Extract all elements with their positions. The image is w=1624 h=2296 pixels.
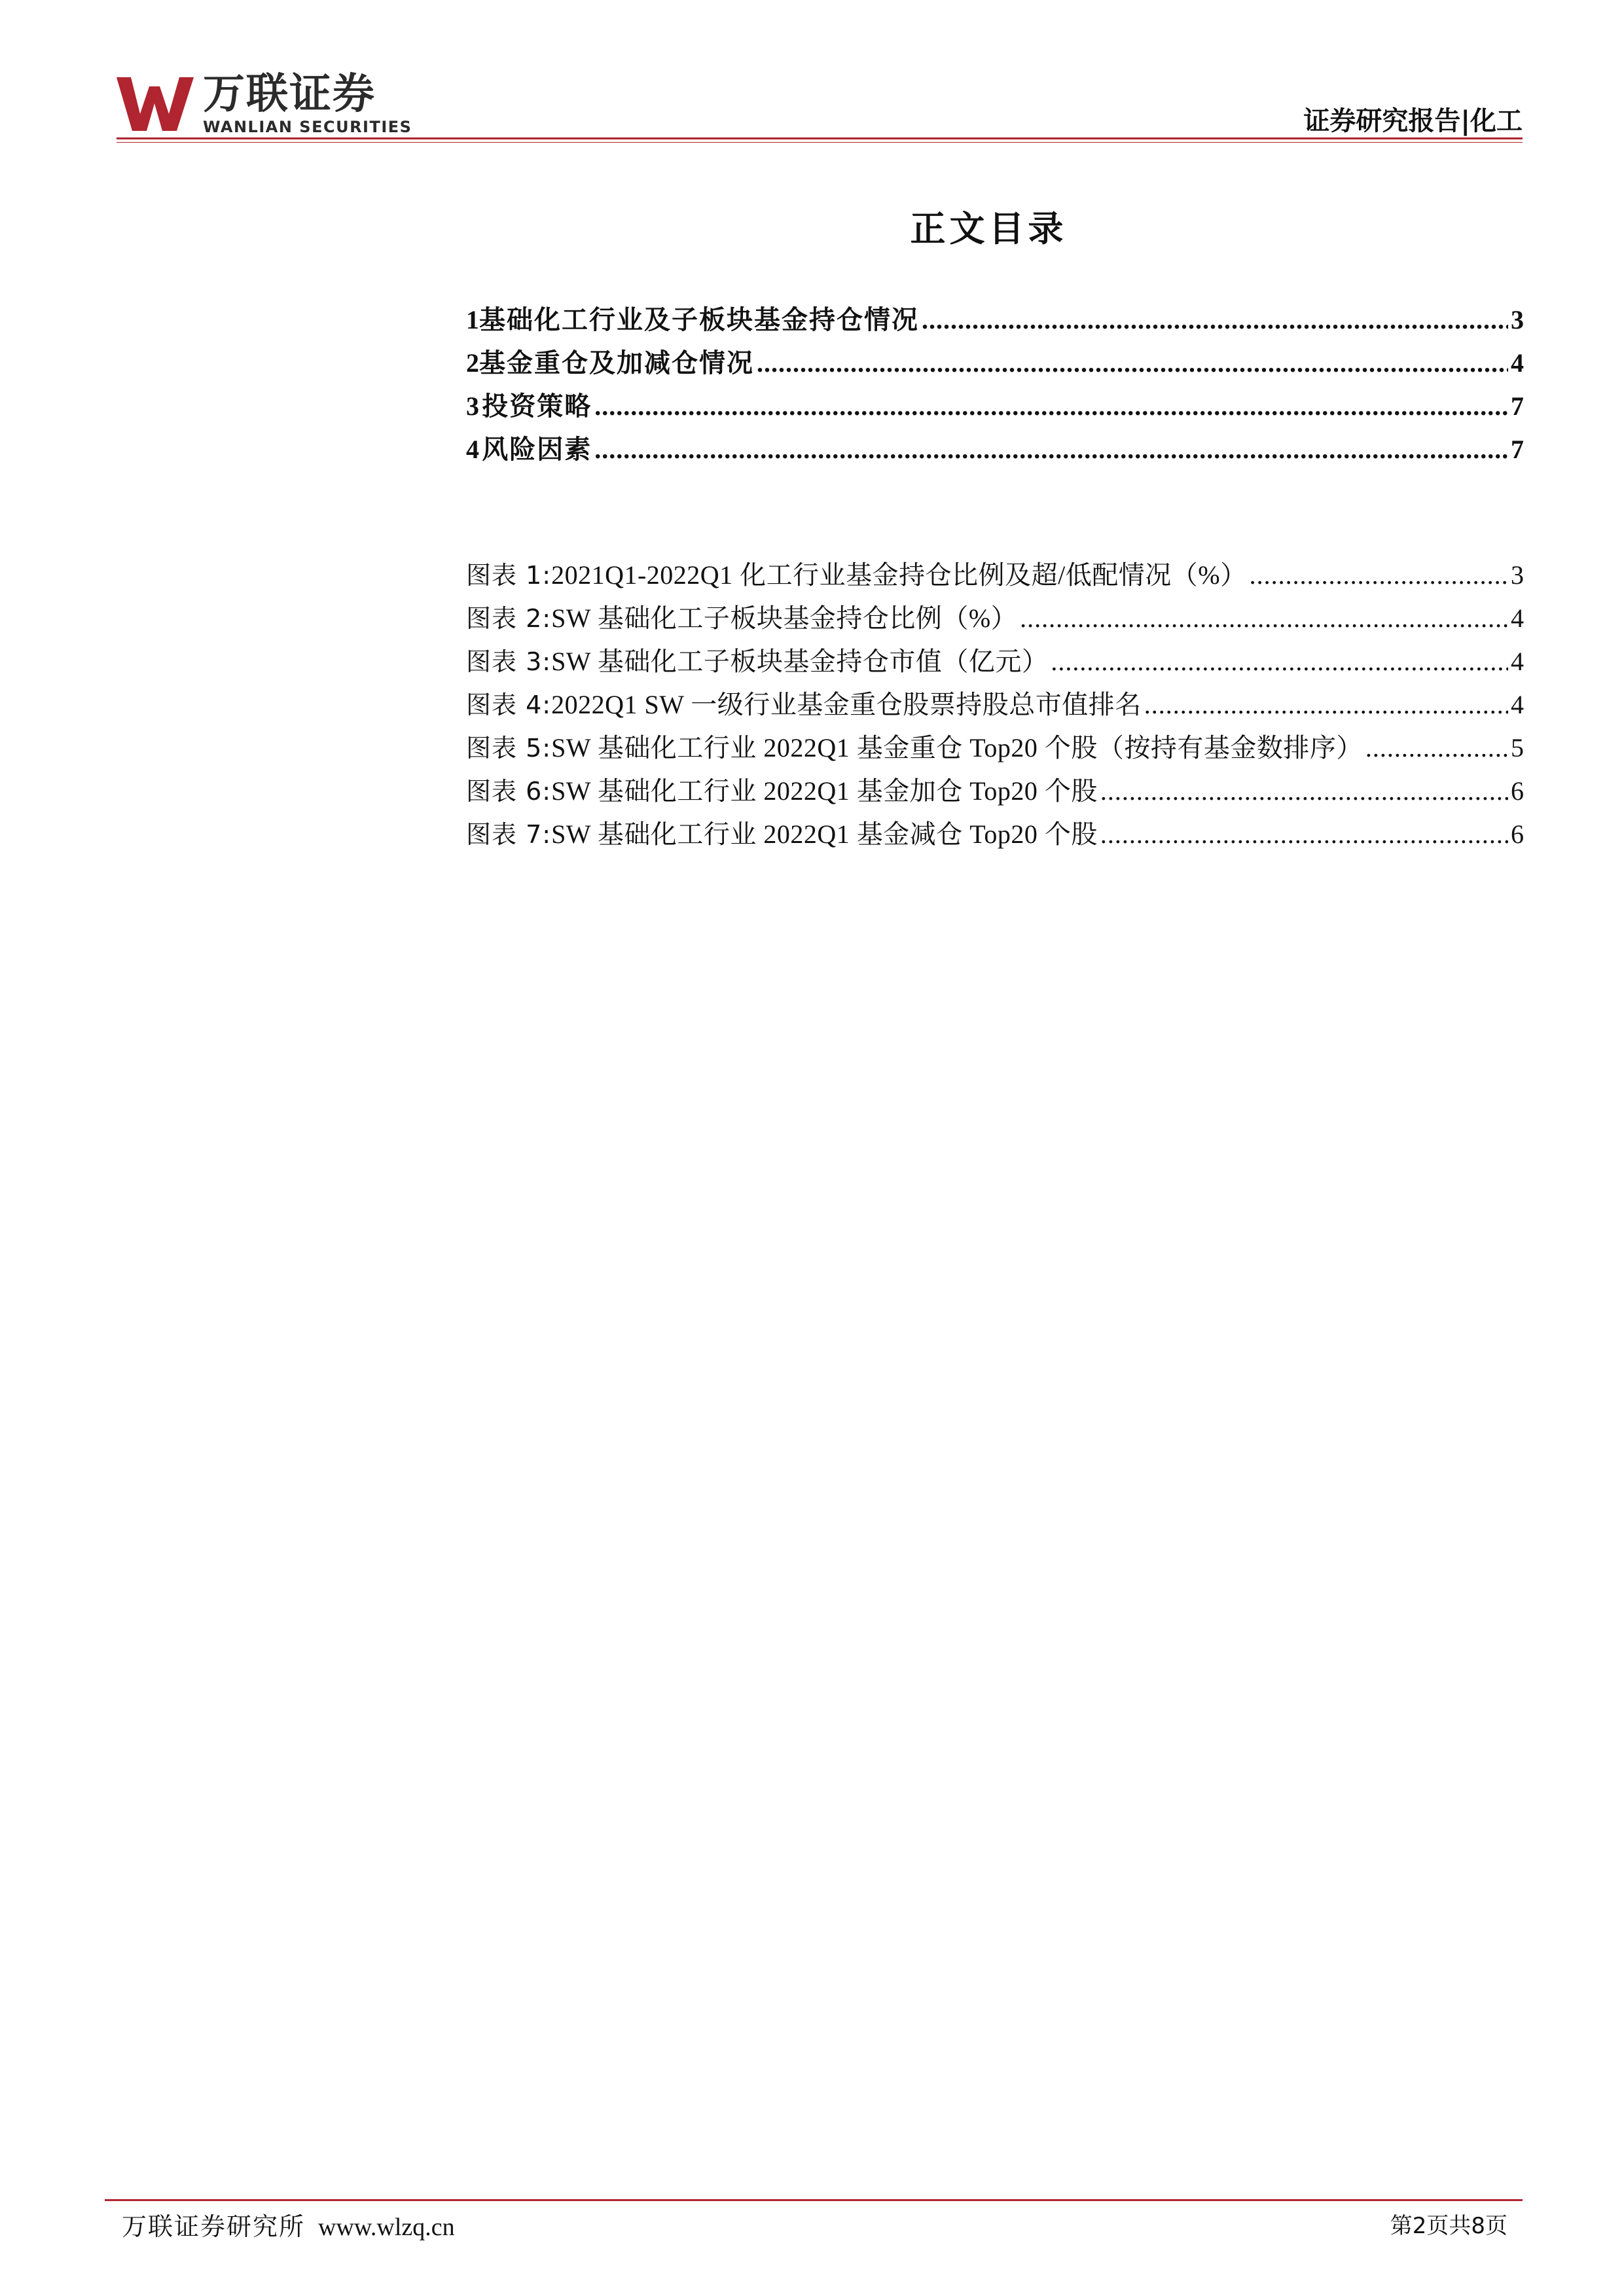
- dot-leader: [1365, 726, 1508, 770]
- footer-url-link[interactable]: www.wlzq.cn: [318, 2214, 455, 2241]
- toc-entry-number: 2: [466, 348, 479, 378]
- figure-entry[interactable]: [466, 726, 1524, 770]
- dot-leader: [1100, 770, 1508, 813]
- footer-divider: [105, 2199, 1523, 2201]
- toc-entry-page: 7: [1511, 435, 1524, 464]
- dot-leader: [1100, 813, 1508, 856]
- page-header: [117, 71, 1523, 143]
- figure-entry[interactable]: [466, 683, 1524, 726]
- figure-page: 4: [1511, 603, 1524, 633]
- figure-title: 2022Q1 SW 一级行业基金重仓股票持股总市值排名: [551, 690, 1142, 719]
- dot-leader: [594, 428, 1508, 471]
- toc-entry-number: 3: [466, 391, 479, 421]
- toc-entry-text: 基金重仓及加减仓情况: [479, 348, 754, 378]
- figure-label: 图表 5:: [466, 734, 552, 762]
- figure-label: 图表 6:: [466, 777, 552, 806]
- wanlian-w-logo-icon: [117, 76, 194, 131]
- toc-entry-page: 7: [1511, 391, 1524, 421]
- toc-entry[interactable]: [466, 428, 1524, 471]
- footer-org: [122, 2208, 455, 2246]
- figure-label: 图表 1:: [466, 561, 552, 590]
- page-number: 第2页共8页: [1390, 2213, 1507, 2239]
- figure-label: 图表 3:: [466, 647, 552, 676]
- figure-label: 图表 7:: [466, 820, 552, 849]
- figure-title: SW 基础化工子板块基金持仓市值（亿元）: [551, 647, 1049, 676]
- footer-org-name: 万联证券研究所: [122, 2212, 306, 2241]
- figure-page: 5: [1511, 733, 1524, 762]
- toc-entry-text: 投资策略: [482, 391, 592, 422]
- figure-list: [466, 554, 1524, 856]
- figure-entry[interactable]: [466, 554, 1524, 597]
- figure-page: 4: [1511, 647, 1524, 676]
- header-divider-thin: [117, 142, 1523, 143]
- toc-entry-page: 3: [1511, 305, 1524, 334]
- report-type-label: 证券研究报告|化工: [1303, 106, 1523, 136]
- toc-entry-text: 基础化工行业及子板块基金持仓情况: [479, 305, 919, 335]
- wanlian-logo: [117, 71, 431, 143]
- figure-entry[interactable]: [466, 597, 1524, 640]
- toc-entry-page: 4: [1511, 348, 1524, 378]
- figure-page: 3: [1511, 560, 1524, 590]
- figure-page: 4: [1511, 690, 1524, 719]
- header-divider: [117, 137, 1523, 139]
- figure-title: SW 基础化工子板块基金持仓比例（%）: [551, 603, 1018, 633]
- toc-entry-text: 风险因素: [482, 435, 592, 465]
- figure-page: 6: [1511, 819, 1524, 849]
- logo-english-name: WANLIAN SECURITIES: [203, 118, 412, 136]
- logo-chinese-name: 万联证券: [203, 70, 376, 118]
- dot-leader: [1020, 597, 1508, 640]
- figure-entry[interactable]: [466, 770, 1524, 813]
- figure-title: SW 基础化工行业 2022Q1 基金加仓 Top20 个股: [551, 776, 1098, 806]
- dot-leader: [1051, 640, 1508, 683]
- figure-title: SW 基础化工行业 2022Q1 基金减仓 Top20 个股: [551, 819, 1098, 849]
- dot-leader: [1250, 554, 1508, 597]
- table-of-contents: [466, 298, 1524, 471]
- figure-label: 图表 4:: [466, 691, 552, 719]
- toc-entry-number: 4: [466, 435, 479, 464]
- dot-leader: [1144, 683, 1508, 726]
- figure-title: 2021Q1-2022Q1 化工行业基金持仓比例及超/低配情况（%）: [551, 560, 1247, 590]
- dot-leader: [594, 385, 1508, 428]
- toc-entry-number: 1: [466, 305, 479, 334]
- dot-leader: [922, 298, 1508, 342]
- figure-entry[interactable]: [466, 640, 1524, 683]
- figure-title: SW 基础化工行业 2022Q1 基金重仓 Top20 个股（按持有基金数排序）: [551, 733, 1363, 762]
- toc-entry[interactable]: [466, 385, 1524, 428]
- dot-leader: [757, 342, 1508, 385]
- toc-entry[interactable]: [466, 298, 1524, 342]
- figure-label: 图表 2:: [466, 604, 552, 633]
- figure-entry[interactable]: [466, 813, 1524, 856]
- page-title: 正文目录: [910, 208, 1068, 249]
- toc-entry[interactable]: [466, 342, 1524, 385]
- figure-page: 6: [1511, 776, 1524, 806]
